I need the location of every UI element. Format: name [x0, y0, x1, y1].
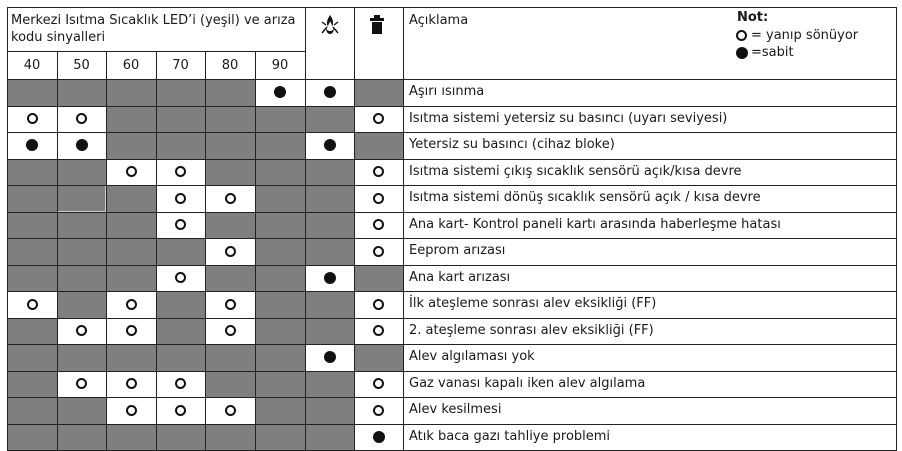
status-cell — [106, 424, 156, 451]
blinking-led-icon — [126, 325, 137, 336]
status-cell — [255, 344, 305, 371]
status-cell — [305, 291, 354, 318]
fault-description: Eeprom arızası — [409, 243, 506, 258]
grid-line — [7, 344, 897, 345]
temperature-header-40: 40 — [23, 58, 41, 73]
grid-line — [7, 159, 897, 160]
temperature-header-70: 70 — [172, 58, 189, 73]
status-cell — [7, 371, 57, 398]
status-cell — [156, 424, 205, 451]
status-cell — [205, 79, 255, 106]
status-cell — [354, 79, 403, 106]
status-cell — [106, 132, 156, 159]
status-cell — [57, 397, 106, 424]
status-cell — [7, 397, 57, 424]
steady-led-icon — [324, 351, 336, 363]
grid-line — [305, 7, 306, 451]
status-cell — [255, 291, 305, 318]
status-cell — [57, 159, 106, 186]
fault-description: Isıtma sistemi yetersiz su basıncı (uyarı seviyesi) — [409, 110, 728, 126]
temperature-header-90: 90 — [271, 58, 289, 73]
grid-line — [896, 7, 897, 451]
status-cell — [57, 79, 106, 106]
status-cell — [305, 212, 354, 239]
status-cell — [255, 265, 305, 292]
grid-line — [7, 7, 8, 451]
blinking-led-icon — [225, 246, 236, 257]
status-cell — [57, 424, 106, 451]
status-cell — [57, 238, 106, 265]
status-cell — [106, 238, 156, 265]
temperature-header-60: 60 — [122, 58, 140, 73]
grid-line — [7, 106, 897, 107]
status-cell — [106, 265, 156, 292]
status-cell — [205, 344, 255, 371]
fault-description: Alev kesilmesi — [409, 402, 502, 417]
fault-description: İlk ateşleme sonrası alev eksikliği (FF) — [409, 296, 657, 311]
status-cell — [354, 265, 403, 292]
blinking-led-icon — [27, 299, 38, 310]
grid-line — [255, 51, 256, 451]
status-cell — [255, 212, 305, 239]
status-cell — [205, 132, 255, 159]
steady-led-icon — [324, 139, 336, 151]
steady-led-icon — [324, 86, 336, 98]
fault-description: Isıtma sistemi çıkış sıcaklık sensörü açık/kısa devre — [409, 163, 742, 179]
grid-line — [7, 132, 897, 133]
status-cell — [106, 344, 156, 371]
status-cell — [255, 397, 305, 424]
status-cell — [354, 344, 403, 371]
status-cell — [7, 344, 57, 371]
blinking-led-icon — [175, 193, 186, 204]
status-cell — [255, 159, 305, 186]
status-cell — [57, 344, 106, 371]
grid-line — [57, 51, 58, 451]
status-cell — [156, 318, 205, 345]
note-solid-circle-icon — [736, 47, 748, 59]
status-cell — [205, 159, 255, 186]
fault-description: Ana kart arızası — [409, 269, 511, 285]
status-cell — [57, 212, 106, 239]
status-cell — [156, 106, 205, 133]
steady-led-icon — [324, 272, 336, 284]
status-cell — [305, 371, 354, 398]
blinking-led-icon — [373, 193, 384, 204]
status-cell — [57, 291, 106, 318]
status-cell — [106, 185, 156, 212]
status-cell — [305, 106, 354, 133]
blinking-led-icon — [175, 405, 186, 416]
status-cell — [305, 318, 354, 345]
blinking-led-icon — [126, 166, 137, 177]
note-solid-label: =sabit — [751, 45, 794, 60]
status-cell — [7, 79, 57, 106]
status-cell — [305, 238, 354, 265]
status-cell — [205, 106, 255, 133]
grid-line — [7, 291, 897, 292]
status-cell — [305, 424, 354, 451]
status-cell — [7, 238, 57, 265]
grid-line — [156, 51, 157, 451]
grid-line — [7, 7, 897, 8]
status-cell — [106, 106, 156, 133]
fault-description: Aşırı ısınma — [409, 84, 485, 99]
fault-description: Gaz vanası kapalı iken alev algılama — [409, 375, 646, 391]
grid-line — [7, 79, 897, 80]
fault-description: 2. ateşleme sonrası alev eksikliği (FF) — [409, 322, 654, 338]
note-open-label: = yanıp sönüyor — [751, 28, 859, 43]
grid-line — [106, 51, 107, 451]
status-cell — [156, 132, 205, 159]
blinking-led-icon — [373, 299, 384, 310]
status-cell — [156, 79, 205, 106]
status-cell — [255, 132, 305, 159]
note-open-circle-icon — [736, 30, 747, 41]
status-cell — [255, 424, 305, 451]
status-cell — [255, 106, 305, 133]
status-cell — [305, 159, 354, 186]
title-line-1: Merkezi Isıtma Sıcaklık LED’i (yeşil) ve arıza — [11, 13, 296, 28]
grid-line — [7, 265, 897, 266]
status-cell — [255, 238, 305, 265]
title-line-2: kodu sinyalleri — [11, 30, 106, 45]
trash-icon — [369, 14, 385, 36]
status-cell — [156, 291, 205, 318]
temperature-header-50: 50 — [73, 58, 90, 73]
fault-description: Ana kart- Kontrol paneli kartı arasında haberleşme hatası — [409, 216, 781, 232]
grid-line — [7, 318, 897, 319]
blinking-led-icon — [126, 299, 137, 310]
blinking-led-icon — [126, 405, 137, 416]
description-header: Açıklama — [409, 13, 469, 28]
grid-line — [205, 51, 206, 451]
fault-description: Yetersiz su basıncı (cihaz bloke) — [409, 137, 615, 152]
blinking-led-icon — [225, 405, 236, 416]
flame-icon — [317, 12, 343, 38]
status-cell — [255, 318, 305, 345]
grid-line — [403, 7, 404, 451]
status-cell — [7, 318, 57, 345]
status-cell — [7, 212, 57, 239]
status-cell — [354, 132, 403, 159]
status-cell — [205, 424, 255, 451]
status-cell — [305, 397, 354, 424]
blinking-led-icon — [225, 193, 236, 204]
blinking-led-icon — [126, 378, 137, 389]
status-cell — [156, 344, 205, 371]
status-cell — [7, 424, 57, 451]
steady-led-icon — [76, 139, 88, 151]
status-cell — [57, 185, 106, 212]
blinking-led-icon — [225, 299, 236, 310]
fault-description: Isıtma sistemi dönüş sıcaklık sensörü açık / kısa devre — [409, 190, 761, 205]
status-cell — [205, 212, 255, 239]
status-cell — [205, 265, 255, 292]
status-cell — [57, 265, 106, 292]
status-cell — [7, 159, 57, 186]
grid-line — [7, 371, 897, 372]
grid-line — [7, 185, 897, 186]
status-cell — [7, 265, 57, 292]
status-cell — [255, 185, 305, 212]
status-cell — [7, 185, 57, 212]
status-cell — [255, 371, 305, 398]
blinking-led-icon — [225, 325, 236, 336]
status-cell — [305, 185, 354, 212]
grid-line — [7, 397, 897, 398]
grid-line — [354, 7, 355, 451]
blinking-led-icon — [373, 246, 384, 257]
status-cell — [106, 79, 156, 106]
steady-led-icon — [373, 431, 385, 443]
fault-description: Alev algılaması yok — [409, 349, 535, 364]
blinking-led-icon — [373, 405, 384, 416]
grid-line — [7, 212, 897, 213]
status-cell — [156, 238, 205, 265]
temperature-header-80: 80 — [221, 58, 239, 73]
blinking-led-icon — [27, 113, 38, 124]
grid-line — [7, 424, 897, 425]
grid-line — [7, 238, 897, 239]
status-cell — [205, 371, 255, 398]
fault-description: Atık baca gazı tahliye problemi — [409, 428, 611, 444]
note-title: Not: — [737, 10, 769, 25]
status-cell — [106, 212, 156, 239]
